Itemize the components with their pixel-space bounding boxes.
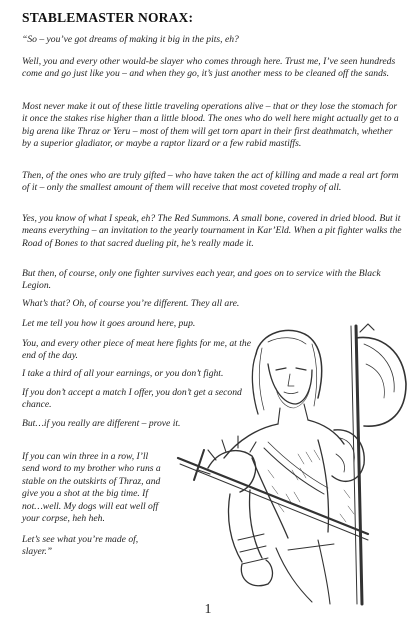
page-number: 1 [204, 602, 212, 617]
paragraph: Let me tell you how it goes around here, pup. [22, 318, 196, 329]
paragraph: If you can win three in a row, I’ll send word to my brother who runs a stable on the outskirts of Thraz, and give you a shot at the big time. If not…well. My dogs will eat well off your corpse, heh heh. [22, 451, 161, 525]
paragraph: But then, of course, only one fighter survives each year, and goes on to service with the Black Legion. [22, 268, 381, 292]
paragraph: You, and every other piece of meat here fights for me, at the end of the day. [22, 338, 251, 362]
paragraph: Let’s see what you’re made of, slayer.” [22, 534, 139, 558]
paragraph: But…if you really are different – prove it. [22, 418, 181, 429]
paragraph: If you don’t accept a match I offer, you don’t get a second chance. [22, 387, 242, 411]
warrior-illustration [168, 318, 410, 606]
paragraph: Then, of the ones who are truly gifted – who have taken the act of killing and made a real art form of it – only the smallest amount of them will receive that most coveted trophy of all. [22, 170, 399, 194]
paragraph: I take a third of all your earnings, or you don’t fight. [22, 368, 224, 379]
paragraph: Yes, you know of what I speak, eh? The Red Summons. A small bone, covered in dried blood. But it means everything – an invitation to the yearly tournament in Kar’Eld. When a pit fighter walks the Road of Bones to that sacred dueling pit, he’s really made it. [22, 213, 402, 249]
paragraph: What’s that? Oh, of course you’re different. They all are. [22, 298, 240, 309]
paragraph: “So – you’ve got dreams of making it big in the pits, eh? [22, 34, 239, 45]
paragraph: Most never make it out of these little traveling operations alive – that or they lose the stomach for it once the stakes rise higher than a little blood. The ones who do well here might actually get to a big arena like Thraz or Yeru – most of them will get torn apart in their first deathmatch, whether by a superior gladiator, or maybe a raptor lizard or a few rabid mastiffs. [22, 101, 399, 150]
speaker-heading: STABLEMASTER NORAX: [22, 10, 194, 25]
paragraph: Well, you and every other would-be slayer who comes through here. Trust me, I’ve seen hundreds come and go just like you – and when they go, it’s just another mess to be cleaned off the sands. [22, 56, 396, 80]
